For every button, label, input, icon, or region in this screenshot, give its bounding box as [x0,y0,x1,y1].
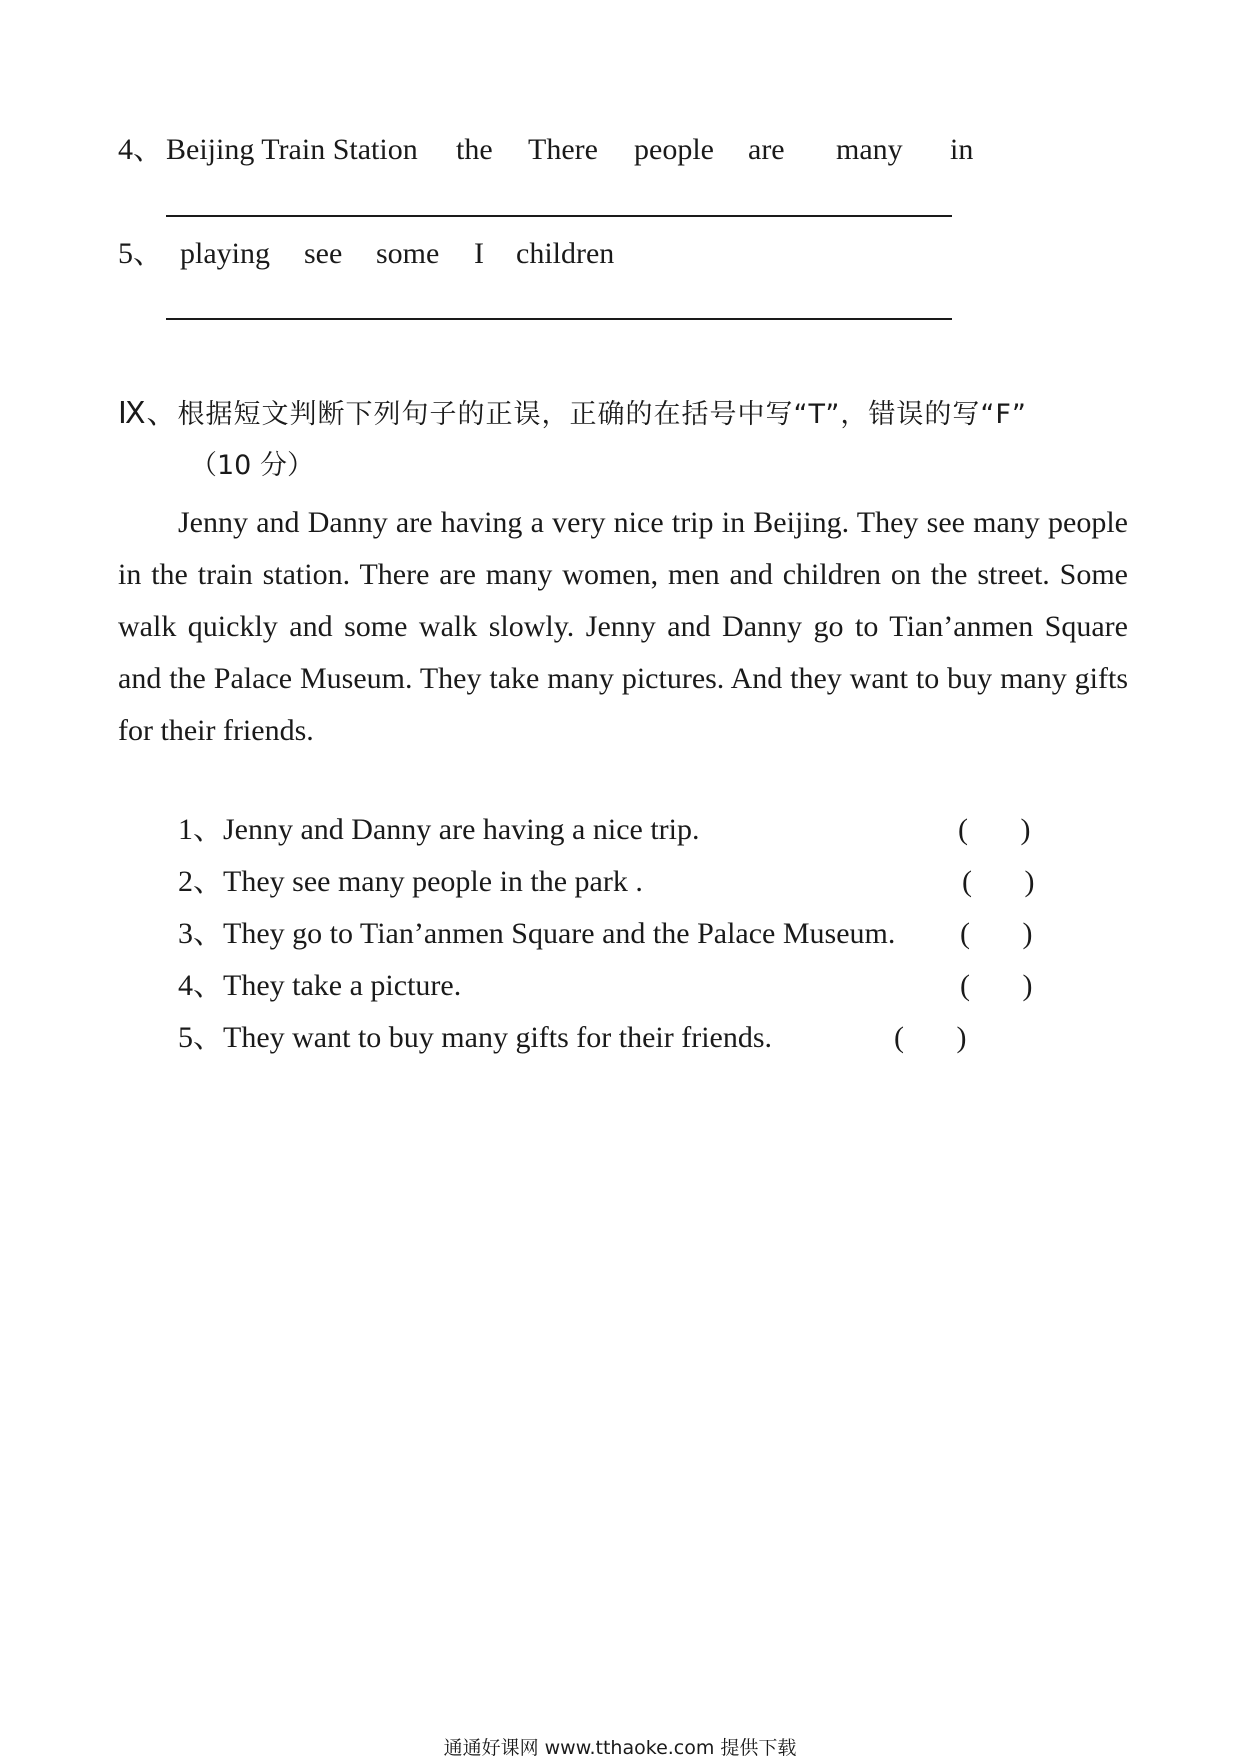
answer-line[interactable] [166,215,952,217]
statement-text: Jenny and Danny are having a nice trip. [223,813,700,846]
answer-line[interactable] [166,318,952,320]
statement-4 [178,968,461,1004]
word-tile: some [376,237,440,270]
scramble-question-5 [118,236,615,272]
statement-text: They go to Tian’anmen Square and the Palace Museum. [223,917,896,950]
statement-text: They take a picture. [223,969,462,1002]
answer-bracket[interactable]: ( ) [894,1021,967,1054]
word-tile: people [634,133,714,166]
statement-2 [178,864,643,900]
statement-number: 2、 [178,865,223,898]
section-score: （10 分） [190,450,314,481]
answer-bracket[interactable]: ( ) [962,865,1035,898]
scramble-question-4 [118,132,974,168]
answer-bracket[interactable]: ( ) [960,969,1033,1002]
answer-bracket[interactable]: ( ) [960,917,1033,950]
statement-text: They want to buy many gifts for their friends. [223,1021,773,1054]
question-number: 4、 [118,133,163,166]
word-tile: children [516,237,615,270]
statement-5 [178,1020,772,1056]
statement-number: 1、 [178,813,223,846]
word-tile: playing [180,237,270,270]
answer-bracket[interactable]: ( ) [958,813,1031,846]
word-tile: I [474,237,484,270]
question-number: 5、 [118,237,163,270]
word-tile: Beijing Train Station [166,133,418,166]
reading-passage: Jenny and Danny are having a very nice trip in Beijing. They see many people in the train station. There are many women, men and children on the street. Some walk quickly and some walk slowly. Jenny and Danny go to Tian’anmen Square and the Palace Museum. They take many pictures. And they want to buy many gifts for their friends. [118,506,1128,747]
statement-number: 5、 [178,1021,223,1054]
word-tile: see [304,237,343,270]
page-footer: 通通好课网 www.tthaoke.com 提供下载 [443,1737,797,1759]
section-instruction: 根据短文判断下列句子的正误，正确的在括号中写“T”，错误的写“F” [177,399,1027,430]
statement-3 [178,916,895,952]
word-tile: the [456,133,493,166]
word-tile: There [528,133,598,166]
word-tile: many [836,133,903,166]
statement-number: 3、 [178,917,223,950]
statement-number: 4、 [178,969,223,1002]
word-tile: are [748,133,785,166]
statement-text: They see many people in the park . [223,865,643,898]
word-tile: in [950,133,974,166]
statement-1 [178,812,700,848]
section-heading [118,396,1027,433]
section-number: Ⅸ、 [118,397,178,430]
